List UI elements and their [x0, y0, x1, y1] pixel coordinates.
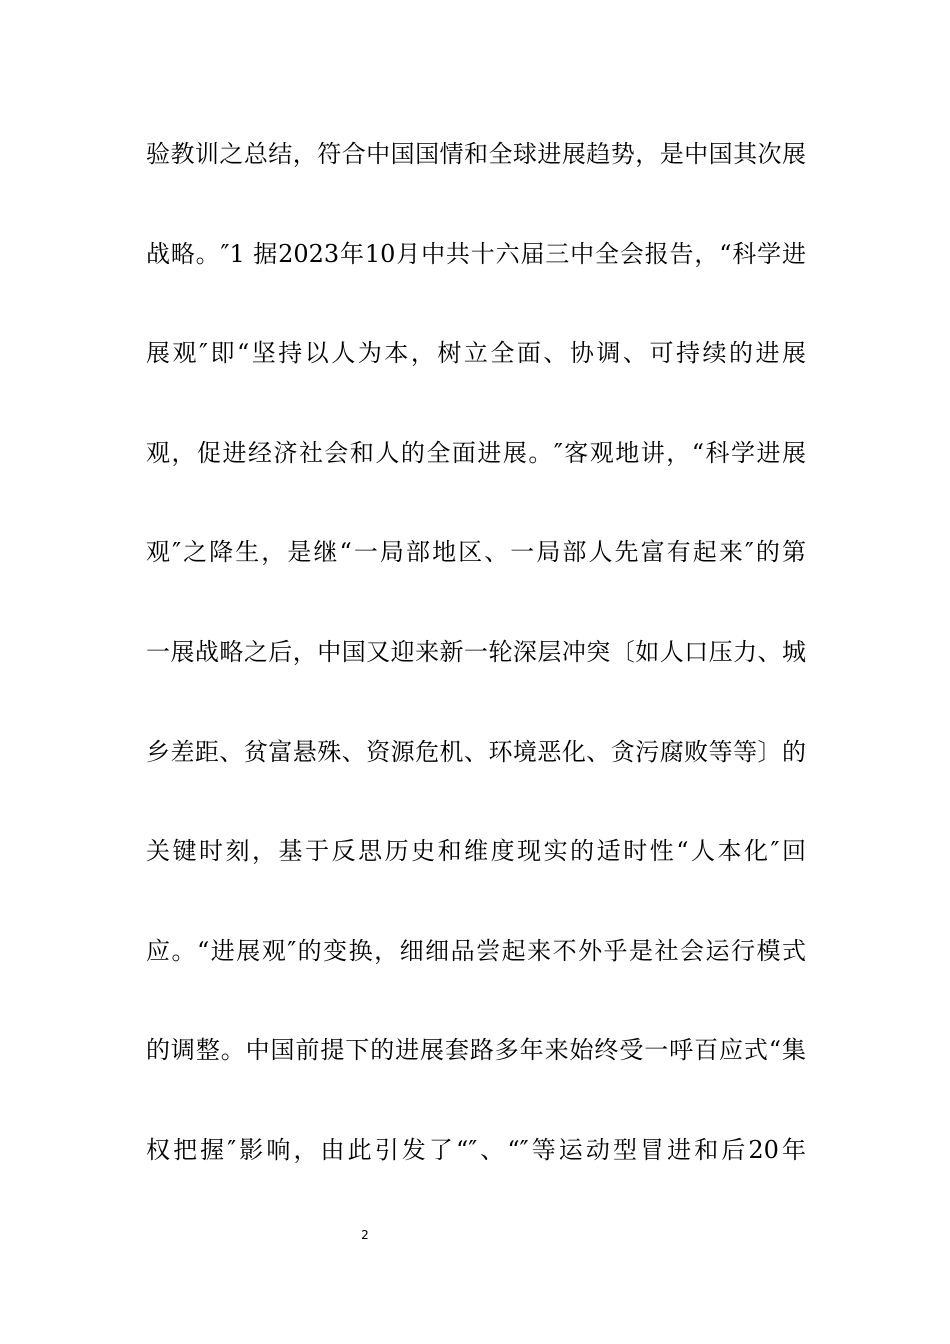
text-line: 乡差距、贫富悬殊、资源危机、环境恶化、贪污腐败等等〕的 [146, 737, 806, 766]
text-line: 应。“进展观″的变换，细细品尝起来不外乎是社会运行模式 [146, 936, 806, 965]
body-text [146, 130, 806, 1174]
page-number: 2 [361, 1228, 369, 1242]
text-line: 一展战略之后，中国又迎来新一轮深层冲突〔如人口压力、城 [146, 637, 806, 666]
text-line: 展观″即“坚持以人为本，树立全面、协调、可持续的进展 [146, 339, 806, 368]
text-line: 观″之降生，是继“一局部地区、一局部人先富有起来″的第 [146, 538, 806, 567]
text-line: 的调整。中国前提下的进展套路多年来始终受一呼百应式“集 [146, 1036, 806, 1065]
text-line: 观，促进经济社会和人的全面进展。″客观地讲，“科学进展 [146, 438, 806, 467]
text-line: 关键时刻，基于反思历史和维度现实的适时性“人本化″回 [146, 837, 806, 866]
text-line: 权把握″影响，由此引发了“″、“″等运动型冒进和后20年 [146, 1135, 806, 1164]
text-line: 战略。″1 据2023年10月中共十六届三中全会报告，“科学进 [146, 239, 806, 268]
text-line: 验教训之总结，符合中国国情和全球进展趋势，是中国其次展 [146, 140, 806, 168]
